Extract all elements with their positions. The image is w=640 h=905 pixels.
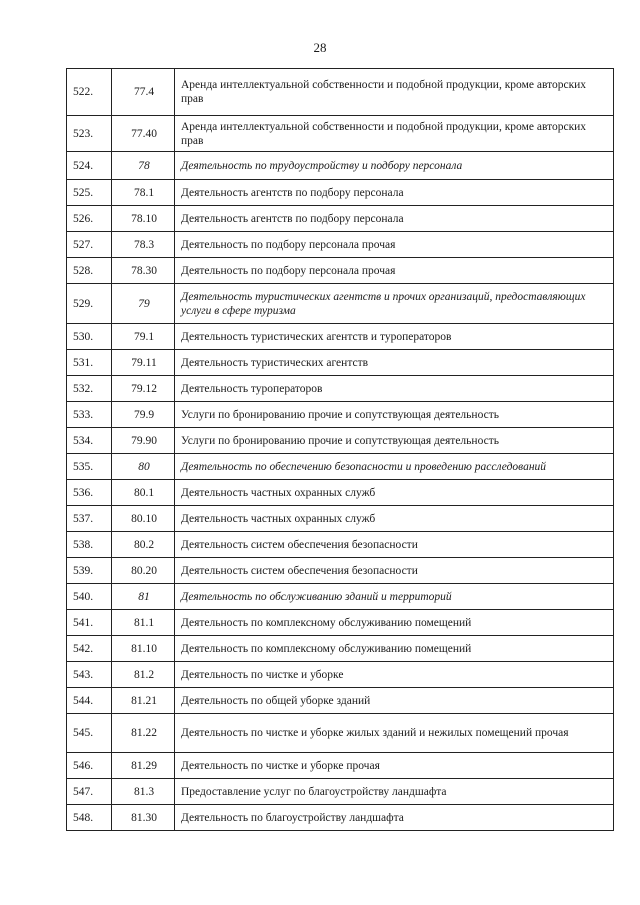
description-cell: Аренда интеллектуальной собственности и подобной продукции, кроме авторских прав [175, 69, 614, 116]
description-cell: Деятельность по комплексному обслуживанию помещений [175, 636, 614, 662]
code-cell: 81.22 [112, 714, 175, 753]
code-cell: 80.2 [112, 532, 175, 558]
table-body [67, 69, 614, 831]
code-cell: 79 [112, 284, 175, 324]
description-cell: Деятельность по чистке и уборке жилых зданий и нежилых помещений прочая [175, 714, 614, 753]
row-number-cell: 534. [67, 428, 112, 454]
row-number-cell: 542. [67, 636, 112, 662]
table-row [67, 69, 614, 116]
table-row [67, 324, 614, 350]
description-cell: Деятельность туристических агентств и прочих организаций, предоставляющих услуги в сфере туризма [175, 284, 614, 324]
code-cell: 81.1 [112, 610, 175, 636]
classification-table [66, 68, 614, 831]
description-cell: Аренда интеллектуальной собственности и подобной продукции, кроме авторских прав [175, 116, 614, 152]
row-number-cell: 524. [67, 152, 112, 180]
table-row [67, 232, 614, 258]
description-cell: Деятельность туристических агентств [175, 350, 614, 376]
code-cell: 80.10 [112, 506, 175, 532]
row-number-cell: 540. [67, 584, 112, 610]
table-row [67, 805, 614, 831]
row-number-cell: 544. [67, 688, 112, 714]
table-row [67, 714, 614, 753]
description-cell: Услуги по бронированию прочие и сопутствующая деятельность [175, 402, 614, 428]
code-cell: 81.30 [112, 805, 175, 831]
table-row [67, 376, 614, 402]
table-row [67, 206, 614, 232]
code-cell: 78.30 [112, 258, 175, 284]
table-row [67, 350, 614, 376]
description-cell: Деятельность по благоустройству ландшафта [175, 805, 614, 831]
table-row [67, 180, 614, 206]
code-cell: 78.1 [112, 180, 175, 206]
row-number-cell: 538. [67, 532, 112, 558]
row-number-cell: 533. [67, 402, 112, 428]
row-number-cell: 539. [67, 558, 112, 584]
code-cell: 78.10 [112, 206, 175, 232]
code-cell: 80.1 [112, 480, 175, 506]
table-row [67, 402, 614, 428]
code-cell: 78 [112, 152, 175, 180]
code-cell: 77.4 [112, 69, 175, 116]
description-cell: Деятельность туроператоров [175, 376, 614, 402]
row-number-cell: 548. [67, 805, 112, 831]
table-row [67, 610, 614, 636]
code-cell: 77.40 [112, 116, 175, 152]
code-cell: 81.3 [112, 779, 175, 805]
table-row [67, 753, 614, 779]
row-number-cell: 547. [67, 779, 112, 805]
code-cell: 78.3 [112, 232, 175, 258]
code-cell: 80.20 [112, 558, 175, 584]
code-cell: 81.29 [112, 753, 175, 779]
description-cell: Услуги по бронированию прочие и сопутствующая деятельность [175, 428, 614, 454]
row-number-cell: 527. [67, 232, 112, 258]
description-cell: Предоставление услуг по благоустройству ландшафта [175, 779, 614, 805]
code-cell: 81.10 [112, 636, 175, 662]
row-number-cell: 525. [67, 180, 112, 206]
table-row [67, 152, 614, 180]
table-row [67, 584, 614, 610]
description-cell: Деятельность по трудоустройству и подбору персонала [175, 152, 614, 180]
row-number-cell: 523. [67, 116, 112, 152]
code-cell: 79.12 [112, 376, 175, 402]
row-number-cell: 536. [67, 480, 112, 506]
table-row [67, 506, 614, 532]
row-number-cell: 530. [67, 324, 112, 350]
description-cell: Деятельность по чистке и уборке прочая [175, 753, 614, 779]
table-row [67, 636, 614, 662]
page-number: 28 [313, 40, 327, 55]
table-row [67, 558, 614, 584]
description-cell: Деятельность по комплексному обслуживанию помещений [175, 610, 614, 636]
row-number-cell: 535. [67, 454, 112, 480]
table-row [67, 258, 614, 284]
table-row [67, 688, 614, 714]
row-number-cell: 529. [67, 284, 112, 324]
table-row [67, 662, 614, 688]
row-number-cell: 545. [67, 714, 112, 753]
row-number-cell: 537. [67, 506, 112, 532]
table-row [67, 454, 614, 480]
row-number-cell: 532. [67, 376, 112, 402]
row-number-cell: 522. [67, 69, 112, 116]
code-cell: 79.9 [112, 402, 175, 428]
description-cell: Деятельность агентств по подбору персонала [175, 206, 614, 232]
description-cell: Деятельность частных охранных служб [175, 506, 614, 532]
row-number-cell: 546. [67, 753, 112, 779]
code-cell: 81.2 [112, 662, 175, 688]
description-cell: Деятельность по обеспечению безопасности и проведению расследований [175, 454, 614, 480]
row-number-cell: 531. [67, 350, 112, 376]
table-row [67, 532, 614, 558]
description-cell: Деятельность по подбору персонала прочая [175, 258, 614, 284]
row-number-cell: 541. [67, 610, 112, 636]
description-cell: Деятельность агентств по подбору персонала [175, 180, 614, 206]
description-cell: Деятельность систем обеспечения безопасности [175, 532, 614, 558]
description-cell: Деятельность по подбору персонала прочая [175, 232, 614, 258]
description-cell: Деятельность по обслуживанию зданий и территорий [175, 584, 614, 610]
code-cell: 79.1 [112, 324, 175, 350]
description-cell: Деятельность туристических агентств и туроператоров [175, 324, 614, 350]
row-number-cell: 528. [67, 258, 112, 284]
code-cell: 79.90 [112, 428, 175, 454]
code-cell: 79.11 [112, 350, 175, 376]
description-cell: Деятельность частных охранных служб [175, 480, 614, 506]
table-row [67, 480, 614, 506]
table-row [67, 284, 614, 324]
description-cell: Деятельность по общей уборке зданий [175, 688, 614, 714]
table-row [67, 779, 614, 805]
description-cell: Деятельность по чистке и уборке [175, 662, 614, 688]
code-cell: 81.21 [112, 688, 175, 714]
description-cell: Деятельность систем обеспечения безопасности [175, 558, 614, 584]
code-cell: 81 [112, 584, 175, 610]
row-number-cell: 526. [67, 206, 112, 232]
table-row [67, 428, 614, 454]
code-cell: 80 [112, 454, 175, 480]
table-row [67, 116, 614, 152]
row-number-cell: 543. [67, 662, 112, 688]
